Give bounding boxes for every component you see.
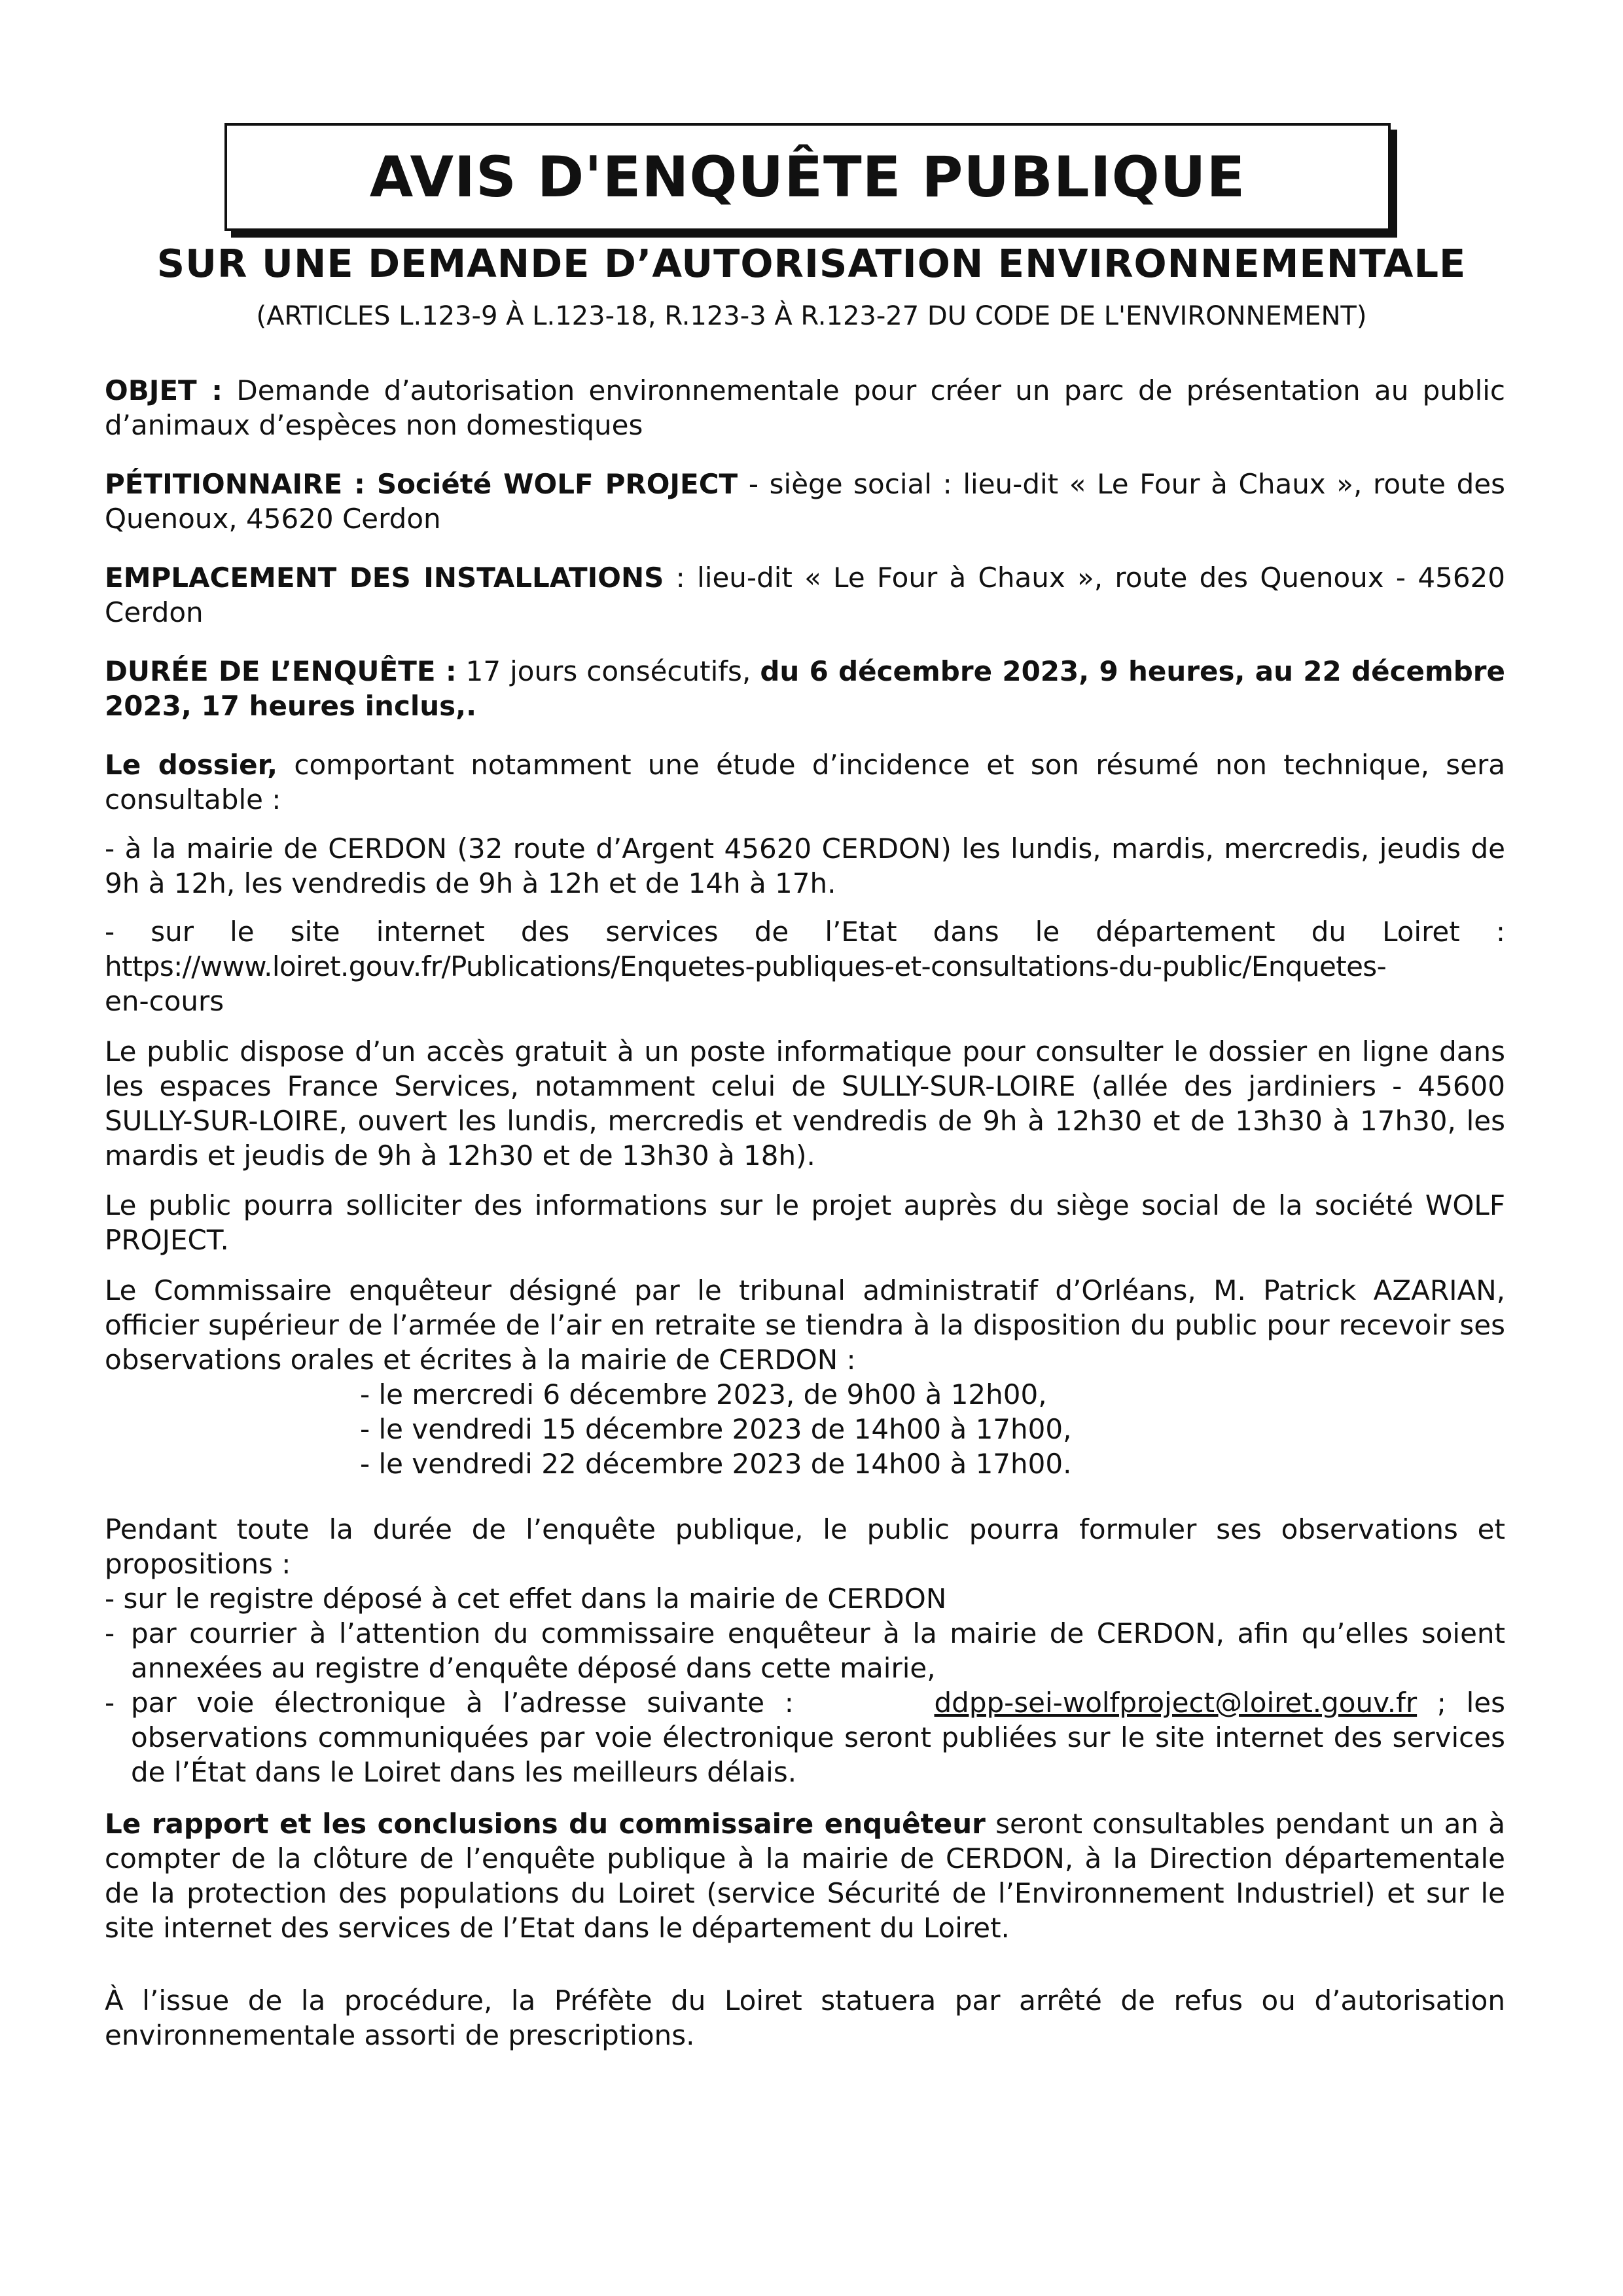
duree-dates: du 6 décembre 2023, 9 heures, au 22 décembre 2023, 17 heures inclus,. <box>105 655 1505 722</box>
dossier-text: comportant notamment une étude d’incidence et son résumé non technique, sera consultable : <box>105 749 1505 816</box>
dossier-site-line <box>105 914 1505 949</box>
site-word: des <box>520 916 570 948</box>
electronique-text: par voie électronique à l’adresse suivante : <box>131 1687 794 1719</box>
observations-section <box>105 1512 1505 1789</box>
electronique-text-end: ; les observations communiquées par voie électronique seront publiées sur le site internet des services de l’État dans le Loiret dans les meilleurs délais. <box>131 1687 1505 1788</box>
site-word: sur <box>151 916 194 948</box>
site-word: le <box>1035 916 1060 948</box>
emplacement-label: EMPLACEMENT DES INSTALLATIONS <box>105 562 664 594</box>
dossier-url-end[interactable]: en-cours <box>105 985 224 1017</box>
site-word: site <box>290 916 340 948</box>
commissaire-section <box>105 1273 1505 1481</box>
dossier-section <box>105 747 1505 817</box>
rapport-label: Le rapport et les conclusions du commissaire enquêteur <box>105 1808 986 1840</box>
conclusion-text: À l’issue de la procédure, la Préfète du Loiret statuera par arrêté de refus ou d’autorisation environnementale assorti de prescriptions. <box>105 1984 1505 2051</box>
informations-text: Le public pourra solliciter des informations sur le projet auprès du siège social de la société WOLF PROJECT. <box>105 1189 1505 1256</box>
acces-section <box>105 1034 1505 1173</box>
legal-references: (ARTICLES L.123-9 À L.123-18, R.123-3 À R.123-27 DU CODE DE L'ENVIRONNEMENT) <box>256 301 1367 331</box>
site-word: services <box>605 916 719 948</box>
petitionnaire-label: PÉTITIONNAIRE : Société WOLF PROJECT <box>105 468 738 500</box>
emplacement-text: : lieu-dit « Le Four à Chaux », route des Quenoux - 45620 Cerdon <box>105 562 1505 628</box>
duree-text: 17 jours consécutifs, <box>456 655 760 687</box>
permanence-item: - le vendredi 15 décembre 2023 de 14h00 à 17h00, <box>360 1413 1072 1445</box>
subtitle: SUR UNE DEMANDE D’AUTORISATION ENVIRONNEMENTALE <box>156 241 1467 286</box>
observations-courrier: - par courrier à l’attention du commissaire enquêteur à la mairie de CERDON, afin qu’elles soient annexées au registre d’enquête déposé dans cette mairie, <box>105 1617 1505 1684</box>
emplacement-section <box>105 560 1505 630</box>
page-title: AVIS D'ENQUÊTE PUBLIQUE <box>369 144 1246 210</box>
site-word: dans <box>933 916 999 948</box>
duree-label: DURÉE DE L’ENQUÊTE : <box>105 655 457 687</box>
site-word: - <box>105 916 115 948</box>
site-word: du <box>1311 916 1346 948</box>
petitionnaire-section <box>105 467 1505 536</box>
duree-section <box>105 654 1505 723</box>
commissaire-text: Le Commissaire enquêteur désigné par le tribunal administratif d’Orléans, M. Patrick AZARIAN, officier supérieur de l’armée de l’air en retraite se tiendra à la disposition du public pour recevoir ses observations orales et écrites à la mairie de CERDON : <box>105 1274 1505 1376</box>
site-word: : <box>1495 916 1505 948</box>
title-box <box>224 123 1391 231</box>
courrier-text: par courrier à l’attention du commissaire enquêteur à la mairie de CERDON, afin qu’elles soient annexées au registre d’enquête déposé dans cette mairie, <box>131 1617 1505 1684</box>
site-word: Loiret <box>1382 916 1460 948</box>
dossier-mairie <box>105 831 1505 901</box>
email-link[interactable]: ddpp-sei-wolfproject@loiret.gouv.fr <box>934 1687 1418 1719</box>
petitionnaire-text: - siège social : lieu-dit « Le Four à Chaux », route des Quenoux, 45620 Cerdon <box>105 468 1505 535</box>
conclusion-section <box>105 1983 1505 2053</box>
dossier-mairie-text: - à la mairie de CERDON (32 route d’Argent 45620 CERDON) les lundis, mardis, mercredis, jeudis de 9h à 12h, les vendredis de 9h à 12h et de 14h à 17h. <box>105 833 1505 899</box>
observations-registre: - sur le registre déposé à cet effet dans la mairie de CERDON <box>105 1583 947 1615</box>
acces-text: Le public dispose d’un accès gratuit à un poste informatique pour consulter le dossier en ligne dans les espaces France Services, notamment celui de SULLY-SUR-LOIRE (allée des jardiniers - 45600 SULLY-SUR-LOIRE, ouvert les lundis, mercredis et vendredis de 9h à 12h30 et de 13h30 à 17h30, les mardis et jeudis de 9h à 12h30 et de 13h30 à 18h). <box>105 1035 1505 1172</box>
site-word: l’Etat <box>825 916 897 948</box>
permanence-item: - le mercredi 6 décembre 2023, de 9h00 à 12h00, <box>360 1378 1047 1410</box>
rapport-text: seront consultables pendant un an à compter de la clôture de l’enquête publique à la mairie de CERDON, à la Direction départementale de la protection des populations du Loiret (service Sécurité de l’Environnement Industriel) et sur le site internet des services de l’Etat dans le département du Loiret. <box>105 1808 1505 1944</box>
site-word: département <box>1096 916 1275 948</box>
observations-intro: Pendant toute la durée de l’enquête publique, le public pourra formuler ses observations et propositions : <box>105 1513 1505 1580</box>
site-word: le <box>230 916 255 948</box>
rapport-section <box>105 1806 1505 1945</box>
dossier-site <box>105 914 1505 1018</box>
dossier-label: Le dossier, <box>105 749 278 781</box>
observations-electronique: - par voie électronique à l’adresse suivante : ddpp-sei-wolfproject@loiret.gouv.fr ; les observations communiquées par voie électronique seront publiées sur le site internet des services de l’État dans le Loiret dans les meilleurs délais. <box>105 1687 1505 1788</box>
objet-label: OBJET : <box>105 374 223 406</box>
objet-text: Demande d’autorisation environnementale pour créer un parc de présentation au public d’animaux d’espèces non domestiques <box>105 374 1505 441</box>
site-word: internet <box>376 916 485 948</box>
informations-section <box>105 1188 1505 1257</box>
site-word: de <box>754 916 789 948</box>
objet-section <box>105 373 1505 442</box>
permanence-item: - le vendredi 22 décembre 2023 de 14h00 à 17h00. <box>360 1448 1072 1480</box>
dossier-url[interactable]: https://www.loiret.gouv.fr/Publications/Enquetes-publiques-et-consultations-du-public/Enquetes- <box>105 950 1387 982</box>
